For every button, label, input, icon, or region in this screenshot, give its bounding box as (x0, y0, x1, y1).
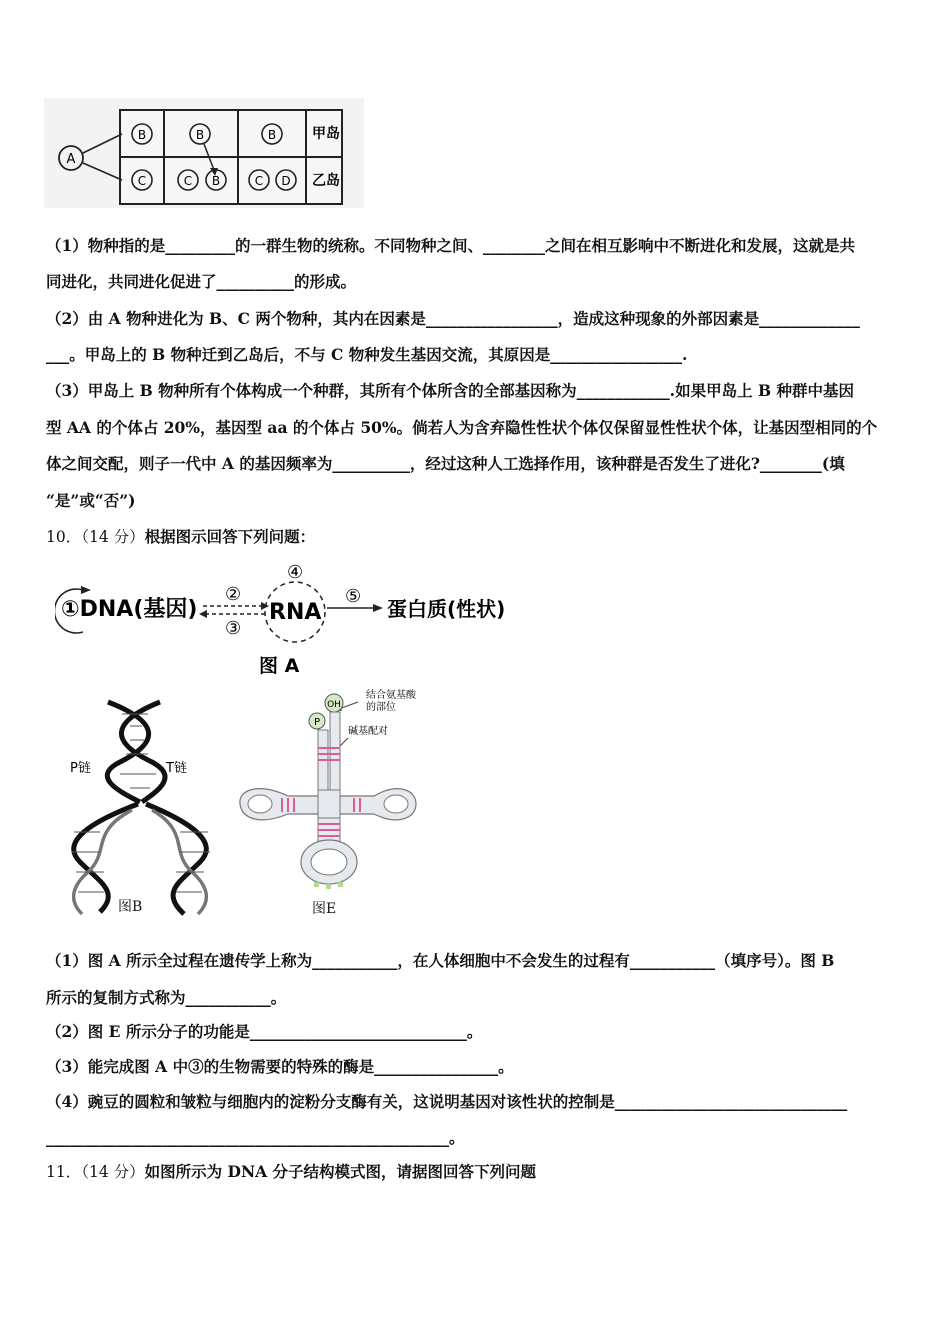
step-3-label: ③ (225, 618, 242, 639)
step-5-label: ⑤ (345, 586, 362, 607)
q9-p3-line4: “是”或“否”) (46, 491, 136, 510)
island-species-figure (44, 98, 364, 208)
p-label: P (313, 717, 321, 728)
q10-p1-line2: 所示的复制方式称为___________。 (46, 988, 287, 1007)
aa-site-label: 结合氨基酸 (366, 690, 416, 701)
t-chain-label: T链 (166, 761, 187, 776)
figure-b-dna-replication (60, 692, 230, 920)
island-1-label: 甲岛 (312, 126, 340, 142)
protein-trait-label: 蛋白质(性状) (387, 597, 506, 621)
q10-p4-line2: ____________________________________________________。 (46, 1128, 465, 1147)
q9-p3-line2: 型 AA 的个体占 20%，基因型 aa 的个体占 50%。倘若人为含弃隐性性状个体仅保留显性性状个体，让基因型相同的个 (46, 418, 878, 437)
figure-e-caption: 图E (312, 901, 337, 917)
species-d-label: D (281, 174, 291, 188)
figure-e-trna (238, 686, 478, 896)
q10-p2: （2）图 E 所示分子的功能是____________________________。 (46, 1022, 483, 1041)
species-b-label-4: B (211, 174, 221, 188)
q9-p2-line1: （2）由 A 物种进化为 B、C 两个物种，其内在因素是_________________，造成这种现象的外部因素是_____________ (46, 309, 860, 328)
species-b-label-2: B (195, 128, 205, 142)
figure-a-central-dogma (55, 560, 545, 680)
p-chain-label: P链 (70, 761, 91, 776)
aa-site-label-2: 的部位 (366, 702, 396, 713)
q9-p2-line2: ___。甲岛上的 B 物种迁到乙岛后，不与 C 物种发生基因交流，其原因是_________________. (46, 345, 688, 364)
q11-heading (46, 1162, 536, 1182)
q10-p1-line1: （1）图 A 所示全过程在遗传学上称为___________，在人体细胞中不会发生的过程有___________（填序号）。图 B (46, 951, 835, 970)
species-b-label: B (137, 128, 147, 142)
step-4-label: ④ (287, 562, 304, 583)
rna-label: RNA (269, 600, 322, 625)
island-2-label: 乙岛 (312, 173, 340, 189)
oh-label: OH (327, 700, 341, 710)
figure-b-caption: 图B (118, 899, 143, 915)
q9-p1-line1: （1）物种指的是_________的一群生物的统称。不同物种之间、________之间在相互影响中不断进化和发展，这就是共 (46, 236, 856, 255)
species-b-label-3: B (267, 128, 277, 142)
q10-p3: （3）能完成图 A 中③的生物需要的特殊的酶是________________。 (46, 1057, 514, 1076)
step-2-label: ② (225, 584, 242, 605)
species-c-label: C (137, 174, 147, 188)
q11-title: 如图所示为 DNA 分子结构模式图，请据图回答下列问题 (144, 1162, 537, 1181)
pairing-label: 碱基配对 (348, 726, 388, 737)
q10-number: 10．（14 分） (46, 528, 145, 546)
q10-p4-line1: （4）豌豆的圆粒和皱粒与细胞内的淀粉分支酶有关，这说明基因对该性状的控制是______________________________ (46, 1092, 848, 1111)
q10-title: 根据图示回答下列问题： (144, 527, 316, 546)
q9-p1-line2: 同进化，共同进化促进了__________的形成。 (46, 272, 357, 291)
q11-number: 11．（14 分） (46, 1163, 145, 1181)
species-c-label-2: C (183, 174, 193, 188)
q10-heading (46, 527, 315, 547)
q9-p3-line1: （3）甲岛上 B 物种所有个体构成一个种群，其所有个体所含的全部基因称为____________.如果甲岛上 B 种群中基因 (46, 381, 854, 400)
q9-p3-line3: 体之间交配，则子一代中 A 的基因频率为__________，经过这种人工选择作用，该种群是否发生了进化?________(填 (46, 454, 845, 473)
species-c-label-3: C (254, 174, 264, 188)
species-a-label: A (66, 152, 76, 167)
figure-a-caption: 图 A (259, 655, 300, 677)
dna-gene-label: ①DNA(基因) (61, 597, 198, 622)
